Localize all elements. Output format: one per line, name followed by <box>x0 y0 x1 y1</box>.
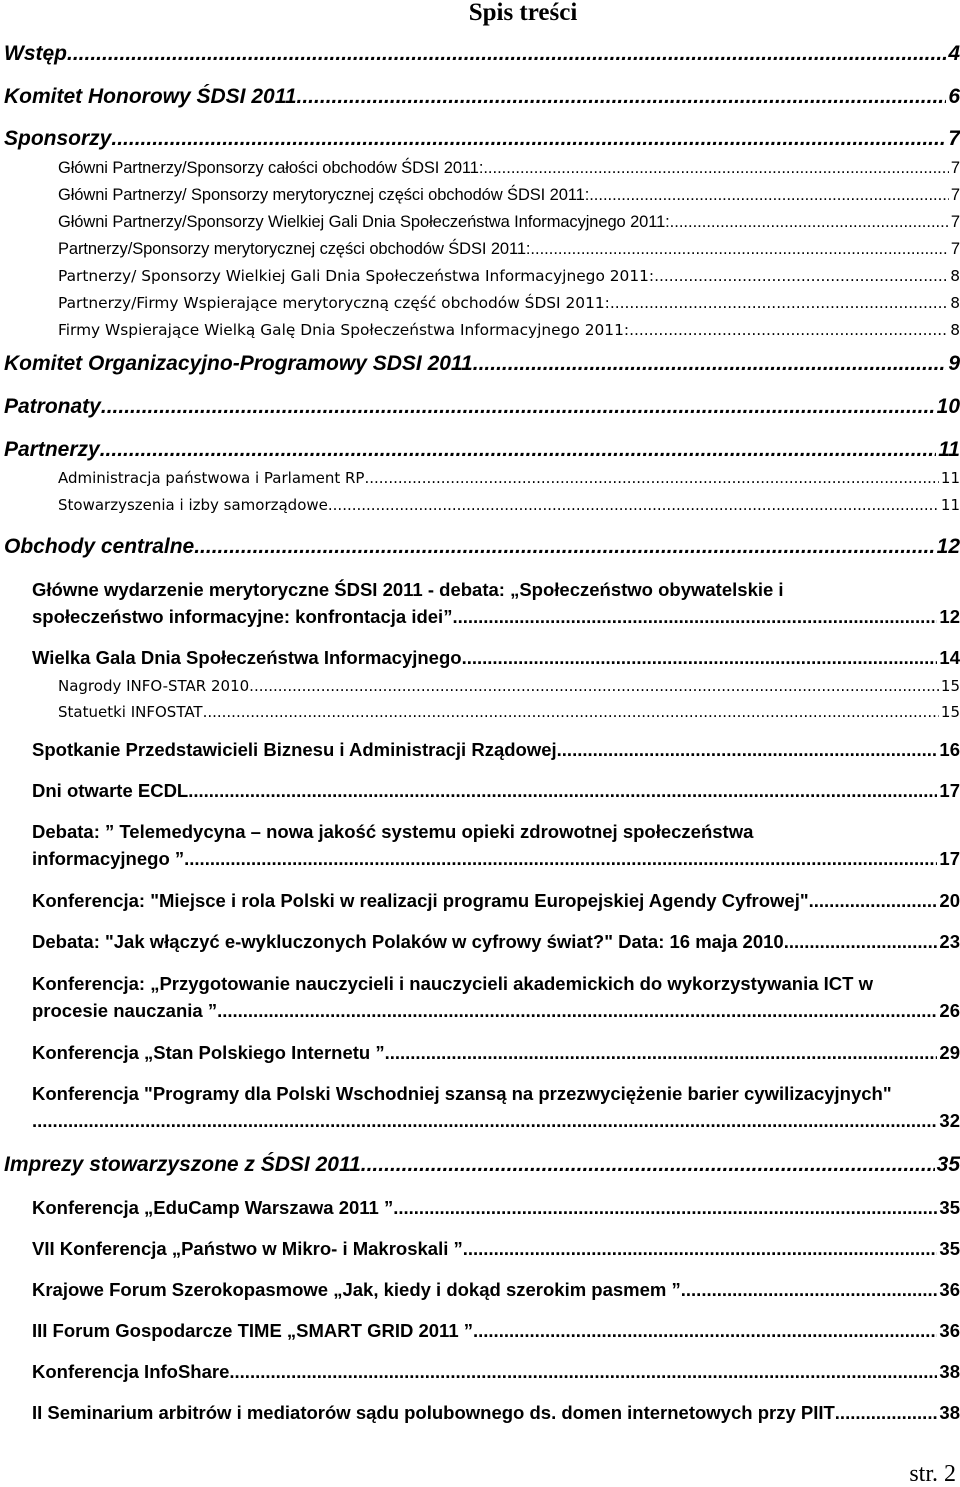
toc-entry[interactable] <box>32 777 960 804</box>
toc-entry-page: 36 <box>939 1320 960 1341</box>
dot-leader <box>67 42 946 66</box>
toc-entry[interactable] <box>4 85 960 109</box>
toc-entry-text: Konferencja „EduCamp Warszawa 2011 ” <box>32 1197 394 1218</box>
dot-leader <box>32 1107 937 1134</box>
toc-entry[interactable] <box>32 1399 960 1426</box>
toc-entry[interactable] <box>4 535 960 559</box>
toc-entry-page: 4 <box>948 42 960 65</box>
dot-leader <box>452 603 937 630</box>
toc-entry[interactable] <box>32 1358 960 1385</box>
toc-entry-page: 14 <box>939 647 960 668</box>
toc-entry-page: 15 <box>940 677 960 695</box>
dot-leader <box>249 676 939 696</box>
toc-entry-text: Konferencja: "Miejsce i rola Polski w realizacji programu Europejskiej Agendy Cyfrowej" <box>32 890 809 911</box>
toc-entry-text: Konferencja InfoShare <box>32 1361 230 1382</box>
toc-title: Spis treści <box>468 0 578 26</box>
toc-entry-page: 7 <box>948 127 960 150</box>
toc-entry-page: 12 <box>936 535 960 558</box>
dot-leader <box>194 535 934 559</box>
toc-entry-page: 12 <box>939 606 960 627</box>
toc-entry-page: 6 <box>948 85 960 108</box>
toc-entry-text: Imprezy stowarzyszone z ŚDSI 2011 <box>4 1153 361 1176</box>
toc-entry-text: informacyjnego ” <box>32 848 185 869</box>
toc-entry-page: 8 <box>950 267 960 285</box>
toc-entry-text: Stowarzyszenia i izby samorządowe <box>58 496 328 514</box>
toc-entry-text: Debata: "Jak włączyć e-wykluczonych Polaków w cyfrowy świat?" Data: 16 maja 2010 <box>32 931 784 952</box>
toc-entry-page: 8 <box>950 321 960 339</box>
dot-leader <box>473 1317 937 1344</box>
toc-entry-page: 11 <box>940 496 960 514</box>
toc-entry-text: Nagrody INFO-STAR 2010 <box>58 677 250 695</box>
toc-entry-text: Patronaty <box>4 395 101 418</box>
toc-entry[interactable] <box>58 266 960 286</box>
dot-leader <box>462 644 938 671</box>
toc-entry-text: Partnerzy/ Sponsorzy Wielkiej Gali Dnia Społeczeństwa Informacyjnego 2011: <box>58 267 655 285</box>
toc-entry-page: 7 <box>950 240 960 258</box>
toc-entry-text: Spotkanie Przedstawicieli Biznesu i Administracji Rządowej <box>32 739 557 760</box>
toc-entry[interactable] <box>32 1317 960 1344</box>
toc-entry[interactable] <box>4 395 960 419</box>
dot-leader <box>681 1276 938 1303</box>
toc-entry-text: procesie nauczania ” <box>32 1000 218 1021</box>
toc-entry[interactable] <box>32 818 960 872</box>
toc-entry[interactable] <box>4 1153 960 1177</box>
dot-leader <box>483 158 949 178</box>
toc-entry-page: 36 <box>939 1279 960 1300</box>
page-number: str. 2 <box>909 1461 956 1487</box>
toc-entry[interactable] <box>58 320 960 340</box>
toc-entry[interactable] <box>58 468 960 488</box>
toc-entry[interactable] <box>58 239 960 259</box>
dot-leader <box>229 1358 937 1385</box>
toc-entry[interactable] <box>32 1235 960 1262</box>
toc-entry-text: Dni otwarte ECDL <box>32 780 189 801</box>
toc-entry-page: 9 <box>948 352 960 375</box>
toc-entry-page: 29 <box>939 1042 960 1063</box>
toc-entry-page: 10 <box>936 395 960 418</box>
toc-entry[interactable] <box>32 644 960 671</box>
toc-entry-text: Krajowe Forum Szerokopasmowe „Jak, kiedy i dokąd szerokim pasmem ” <box>32 1279 681 1300</box>
toc-entry[interactable] <box>32 970 960 1024</box>
toc-entry[interactable] <box>58 495 960 515</box>
toc-entry[interactable] <box>32 928 960 955</box>
toc-entry-text: Wielka Gala Dnia Społeczeństwa Informacyjnego <box>32 647 462 668</box>
toc-entry-text: Statuetki INFOSTAT <box>58 703 203 721</box>
dot-leader <box>809 887 938 914</box>
dot-leader <box>835 1399 938 1426</box>
toc-entry-text-line1: Debata: ” Telemedycyna – nowa jakość systemu opieki zdrowotnej społeczeństwa <box>32 821 754 842</box>
dot-leader <box>385 1039 938 1066</box>
toc-entry-page: 23 <box>939 931 960 952</box>
dot-leader <box>188 777 937 804</box>
toc-entry-text: Partnerzy/Firmy Wspierające merytoryczną część obchodów ŚDSI 2011: <box>58 294 610 312</box>
toc-entry[interactable] <box>32 1276 960 1303</box>
toc-entry-page: 26 <box>939 1000 960 1021</box>
toc-entry[interactable] <box>58 158 960 178</box>
dot-leader <box>589 185 949 205</box>
toc-entry[interactable] <box>32 1080 960 1134</box>
toc-entry[interactable] <box>32 736 960 763</box>
toc-entry-text: Główni Partnerzy/Sponsorzy Wielkiej Gali Dnia Społeczeństwa Informacyjnego 2011: <box>58 213 670 231</box>
toc-entry[interactable] <box>32 1039 960 1066</box>
toc-entry-page: 38 <box>939 1402 960 1423</box>
toc-entry-text: Sponsorzy <box>4 127 112 150</box>
toc-entry-text-line1: Konferencja: „Przygotowanie nauczycieli i nauczycieli akademickich do wykorzystywania ICT w <box>32 973 874 994</box>
dot-leader <box>629 320 948 340</box>
toc-entry-page: 20 <box>939 890 960 911</box>
toc-entry-page: 8 <box>950 294 960 312</box>
toc-entry-text: Główni Partnerzy/Sponsorzy całości obchodów ŚDSI 2011: <box>58 159 484 177</box>
toc-entry-text: Konferencja „Stan Polskiego Internetu ” <box>32 1042 385 1063</box>
toc-entry[interactable] <box>58 676 960 696</box>
toc-entry-text: III Forum Gospodarcze TIME „SMART GRID 2011 ” <box>32 1320 473 1341</box>
dot-leader <box>557 736 938 763</box>
toc-entry[interactable] <box>58 212 960 232</box>
toc-entry-page: 11 <box>940 469 960 487</box>
toc-entry[interactable] <box>4 127 960 151</box>
dot-leader <box>203 702 939 722</box>
toc-entry-page: 32 <box>939 1110 960 1131</box>
toc-entry-page: 16 <box>939 739 960 760</box>
dot-leader <box>670 212 949 232</box>
toc-entry-text: Wstęp <box>4 42 67 65</box>
dot-leader <box>654 266 948 286</box>
dot-leader <box>111 127 946 151</box>
dot-leader <box>784 928 938 955</box>
toc-entry-text-line1: Konferencja "Programy dla Polski Wschodniej szansą na przezwyciężenie barier cywilizacyjnych" <box>32 1083 892 1104</box>
toc-entry-page: 7 <box>950 159 960 177</box>
toc-entry[interactable] <box>58 185 960 205</box>
dot-leader <box>610 293 948 313</box>
toc-entry[interactable] <box>4 42 960 66</box>
dot-leader <box>328 495 939 515</box>
toc-entry-text: Firmy Wspierające Wielką Galę Dnia Społeczeństwa Informacyjnego 2011: <box>58 321 630 339</box>
toc-entry-text-line1: Główne wydarzenie merytoryczne ŚDSI 2011 - debata: „Społeczeństwo obywatelskie i <box>32 579 784 600</box>
toc-entry-page: 35 <box>936 1153 960 1176</box>
toc-entry-page: 11 <box>938 438 960 461</box>
dot-leader <box>297 85 947 109</box>
toc-entry-page: 15 <box>940 703 960 721</box>
toc-entry-page: 17 <box>939 848 960 869</box>
toc-entry[interactable] <box>32 1194 960 1221</box>
dot-leader <box>530 239 949 259</box>
toc-entry[interactable] <box>4 352 960 376</box>
dot-leader <box>361 1153 935 1177</box>
dot-leader <box>184 845 937 872</box>
toc-entry-text: VII Konferencja „Państwo w Mikro- i Makroskali ” <box>32 1238 463 1259</box>
toc-entry-page: 35 <box>939 1197 960 1218</box>
toc-entry-page: 35 <box>939 1238 960 1259</box>
dot-leader <box>100 438 936 462</box>
toc-entry-text: II Seminarium arbitrów i mediatorów sądu polubownego ds. domen internetowych przy PIIT <box>32 1402 835 1423</box>
toc-entry-text: Komitet Organizacyjno-Programowy SDSI 2011 <box>4 352 473 375</box>
dot-leader <box>473 352 947 376</box>
toc-entry-page: 7 <box>950 186 960 204</box>
toc-entry[interactable] <box>32 576 960 630</box>
toc-entry[interactable] <box>58 702 960 722</box>
dot-leader <box>364 468 938 488</box>
toc-entry-page: 7 <box>950 213 960 231</box>
toc-entry-text: Komitet Honorowy ŚDSI 2011 <box>4 85 297 108</box>
toc-entry-text: Partnerzy/Sponsorzy merytorycznej części obchodów ŚDSI 2011: <box>58 240 531 258</box>
toc-entry-page: 38 <box>939 1361 960 1382</box>
toc-entry[interactable] <box>32 887 960 914</box>
dot-leader <box>101 395 935 419</box>
dot-leader <box>217 997 937 1024</box>
toc-entry-text: Administracja państwowa i Parlament RP <box>58 469 365 487</box>
toc-entry[interactable] <box>4 438 960 462</box>
toc-entry-text: Obchody centralne <box>4 535 195 558</box>
toc-entry[interactable] <box>58 293 960 313</box>
dot-leader <box>393 1194 937 1221</box>
toc-entry-text: Główni Partnerzy/ Sponsorzy merytorycznej części obchodów ŚDSI 2011: <box>58 186 590 204</box>
toc-entry-text: Partnerzy <box>4 438 100 461</box>
dot-leader <box>463 1235 938 1262</box>
toc-entry-page: 17 <box>939 780 960 801</box>
toc-entry-text: społeczeństwo informacyjne: konfrontacja idei” <box>32 606 453 627</box>
